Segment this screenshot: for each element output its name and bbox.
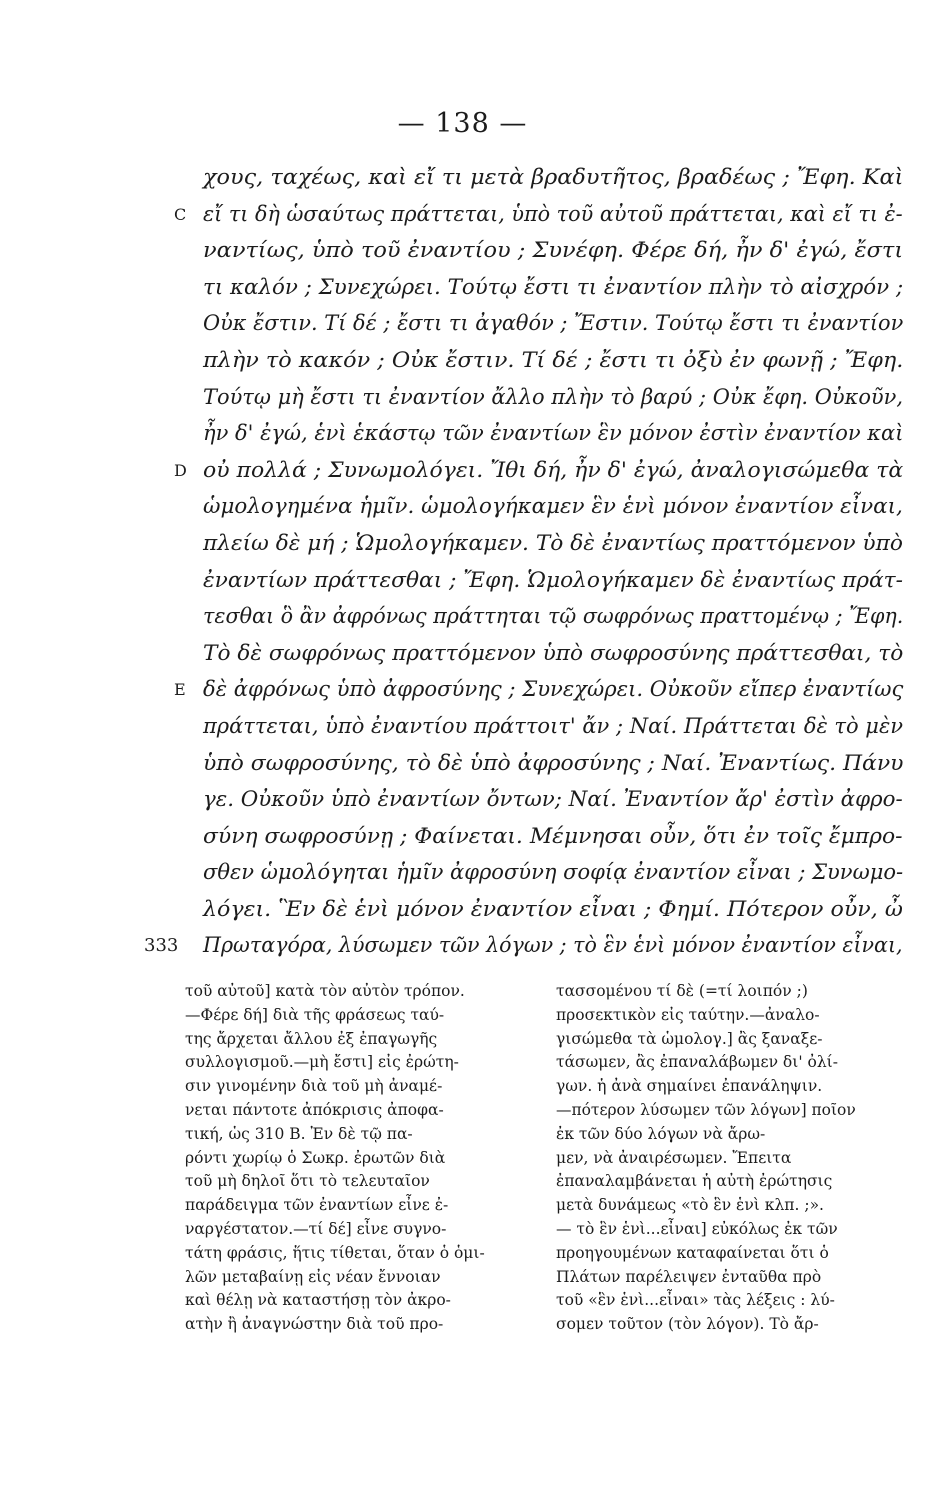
text-line: [0, 306, 925, 343]
text-line: [0, 672, 925, 709]
footnote-line: συλλογισμοῦ.—μὴ ἔστι] εἰς ἐρώτη-: [185, 1053, 459, 1072]
text-line: [0, 855, 925, 892]
line-text: εἴ τι δὴ ὡσαύτως πράττεται, ὑπὸ τοῦ αὐτοῦ πράττεται, καὶ εἴ τι ἐ-: [203, 201, 903, 227]
line-text: πλείω δὲ μή ; Ὡμολογήκαμεν. Τὸ δὲ ἐναντίως πραττόμενον ὑπὸ: [203, 530, 903, 556]
footnote-line: τάτη φράσις, ἥτις τίθεται, ὅταν ὁ ὁμι-: [185, 1243, 485, 1262]
text-line: [0, 892, 925, 929]
footnote-line: παράδειγμα τῶν ἐναντίων εἶνε ἐ-: [185, 1196, 449, 1215]
footnote-line: γισώμεθα τὰ ὡμολογ.] ἂς ξαναξε-: [556, 1029, 823, 1048]
line-text: ἦν δ' ἐγώ, ἑνὶ ἑκάστῳ τῶν ἐναντίων ἓν μόνον ἐστὶν ἐναντίον καὶ: [203, 421, 904, 447]
line-text: τι καλόν ; Συνεχώρει. Τούτῳ ἔστι τι ἐναντίον πλὴν τὸ αἰσχρόν ;: [203, 274, 904, 300]
footnote-line: γων. ἡ ἀνὰ σημαίνει ἐπανάληψιν.: [556, 1077, 823, 1096]
text-line: [0, 709, 925, 746]
footnote-line: σιν γινομένην διὰ τοῦ μὴ ἀναμέ-: [185, 1077, 443, 1096]
text-line: [0, 563, 925, 600]
section-marker: E: [174, 680, 186, 700]
text-line: [0, 819, 925, 856]
text-line: [0, 636, 925, 673]
footnote-line: ἐπαναλαμβάνεται ἡ αὐτὴ ἐρώτησις: [556, 1172, 833, 1191]
footnote-line: τάσωμεν, ἂς ἐπαναλάβωμεν δι' ὀλί-: [556, 1053, 838, 1072]
line-text: ναντίως, ὑπὸ τοῦ ἐναντίου ; Συνέφη. Φέρε δή, ἦν δ' ἐγώ, ἔστι: [203, 238, 904, 264]
footnote-line: τοῦ μὴ δηλοῖ ὅτι τὸ τελευταῖον: [185, 1172, 430, 1191]
footnote-line: —πότερον λύσωμεν τῶν λόγων] ποῖον: [556, 1100, 856, 1119]
line-text: Τούτῳ μὴ ἔστι τι ἐναντίον ἄλλο πλὴν τὸ βαρύ ; Οὐκ ἔφη. Οὐκοῦν,: [203, 384, 904, 410]
footnote-line: ρόντι χωρίῳ ὁ Σωκρ. ἐρωτῶν διὰ: [185, 1148, 446, 1167]
page-number: — 138 —: [397, 108, 528, 139]
text-line: [0, 746, 925, 783]
footnote-line: μεν, νὰ ἀναιρέσωμεν. Ἔπειτα: [556, 1148, 792, 1167]
text-line: [0, 416, 925, 453]
line-text: Οὐκ ἔστιν. Τί δέ ; ἔστι τι ἀγαθόν ; Ἔστιν. Τούτῳ ἔστι τι ἐναντίον: [203, 311, 904, 337]
line-text: σθεν ὡμολόγηται ἡμῖν ἀφροσύνη σοφίᾳ ἐναντίον εἶναι ; Συνωμο-: [203, 860, 904, 886]
footnote-line: μετὰ δυνάμεως «τὸ ἓν ἑνὶ κλπ. ;».: [556, 1196, 824, 1215]
text-line: [0, 380, 925, 417]
footnote-line: λῶν μεταβαίνῃ εἰς νέαν ἔννοιαν: [185, 1267, 441, 1286]
line-text: πράττεται, ὑπὸ ἐναντίου πράττοιτ' ἄν ; Ναί. Πράττεται δὲ τὸ μὲν: [203, 713, 903, 739]
section-marker: C: [174, 204, 187, 224]
footnote-line: ἐκ τῶν δύο λόγων νὰ ἄρω-: [556, 1124, 766, 1143]
line-text: οὐ πολλά ; Συνωμολόγει. Ἴθι δή, ἦν δ' ἐγώ, ἀναλογισώμεθα τὰ: [203, 457, 904, 483]
footnote-line: καὶ θέλῃ νὰ καταστήσῃ τὸν ἀκρο-: [185, 1291, 451, 1310]
footnote-line: σομεν τοῦτον (τὸν λόγον). Τὸ ἄρ-: [556, 1315, 819, 1334]
text-line: [0, 489, 925, 526]
footnote-line: της ἄρχεται ἄλλου ἐξ ἐπαγωγῆς: [185, 1029, 438, 1048]
text-line: [0, 599, 925, 636]
line-text: γε. Οὐκοῦν ὑπὸ ἐναντίων ὄντων; Ναί. Ἐναντίον ἄρ' ἐστὶν ἀφρο-: [203, 787, 903, 813]
line-text: λόγει. Ἓν δὲ ἑνὶ μόνον ἐναντίον εἶναι ; Φημί. Πότερον οὖν, ὦ: [203, 896, 903, 922]
text-line: [0, 782, 925, 819]
line-text: σύνη σωφροσύνῃ ; Φαίνεται. Μέμνησαι οὖν, ὅτι ἐν τοῖς ἔμπρο-: [203, 823, 903, 849]
section-marker: D: [174, 460, 187, 480]
text-line: [0, 233, 925, 270]
line-text: τεσθαι ὃ ἂν ἀφρόνως πράττηται τῷ σωφρόνως πραττομένῳ ; Ἔφη.: [203, 604, 904, 630]
footnote-line: τική, ὡς 310 B. Ἐν δὲ τῷ πα-: [185, 1124, 413, 1143]
footnote-column-left: [185, 980, 495, 1337]
section-marker: 333: [144, 935, 179, 957]
footnote-column-right: [556, 980, 866, 1337]
footnote-line: Πλάτων παρέλειψεν ἐνταῦθα πρὸ: [556, 1267, 822, 1286]
line-text: ὑπὸ σωφροσύνης, τὸ δὲ ὑπὸ ἀφροσύνης ; Ναί. Ἐναντίως. Πάνυ: [203, 750, 904, 776]
footnote-line: προηγουμένων καταφαίνεται ὅτι ὁ: [556, 1243, 829, 1262]
text-line: [0, 160, 925, 197]
text-line: [0, 928, 925, 965]
footnote-line: —Φέρε δή] διὰ τῆς φράσεως ταύ-: [185, 1005, 445, 1024]
main-text: [0, 160, 925, 965]
footnote-line: τοῦ αὐτοῦ] κατὰ τὸν αὐτὸν τρόπον.: [185, 982, 465, 1000]
footnote-line: τασσομένου τί δὲ (=τί λοιπόν ;): [556, 982, 808, 1000]
text-line: [0, 453, 925, 490]
footnotes: [0, 980, 925, 1400]
text-line: [0, 343, 925, 380]
footnote-line: ναργέστατον.—τί δέ] εἶνε συγνο-: [185, 1219, 447, 1238]
footnote-line: νεται πάντοτε ἀπόκρισις ἀποφα-: [185, 1100, 444, 1119]
line-text: χους, ταχέως, καὶ εἴ τι μετὰ βραδυτῆτος, βραδέως ; Ἔφη. Καὶ: [203, 165, 904, 190]
text-line: [0, 526, 925, 563]
footnote-line: τοῦ «ἓν ἑνὶ...εἶναι» τὰς λέξεις : λύ-: [556, 1291, 835, 1310]
line-text: πλὴν τὸ κακόν ; Οὐκ ἔστιν. Τί δέ ; ἔστι τι ὀξὺ ἐν φωνῇ ; Ἔφη.: [203, 347, 904, 373]
line-text: δὲ ἀφρόνως ὑπὸ ἀφροσύνης ; Συνεχώρει. Οὐκοῦν εἴπερ ἐναντίως: [203, 677, 904, 703]
line-text: ὡμολογημένα ἡμῖν. ὡμολογήκαμεν ἓν ἑνὶ μόνον ἐναντίον εἶναι,: [203, 494, 903, 520]
line-text: Τὸ δὲ σωφρόνως πραττόμενον ὑπὸ σωφροσύνης πράττεσθαι, τὸ: [203, 640, 904, 666]
text-line: [0, 197, 925, 234]
footnote-line: προσεκτικὸν εἰς ταύτην.—ἀναλο-: [556, 1005, 820, 1024]
text-line: [0, 270, 925, 307]
line-text: ἐναντίων πράττεσθαι ; Ἔφη. Ὡμολογήκαμεν δὲ ἐναντίως πράτ-: [203, 567, 903, 593]
footnote-line: ατὴν ἢ ἀναγνώστην διὰ τοῦ προ-: [185, 1315, 444, 1334]
footnote-line: — τὸ ἓν ἑνὶ...εἶναι] εὐκόλως ἐκ τῶν: [556, 1219, 838, 1238]
line-text: Πρωταγόρα, λύσωμεν τῶν λόγων ; τὸ ἓν ἑνὶ μόνον ἐναντίον εἶναι,: [203, 933, 903, 959]
